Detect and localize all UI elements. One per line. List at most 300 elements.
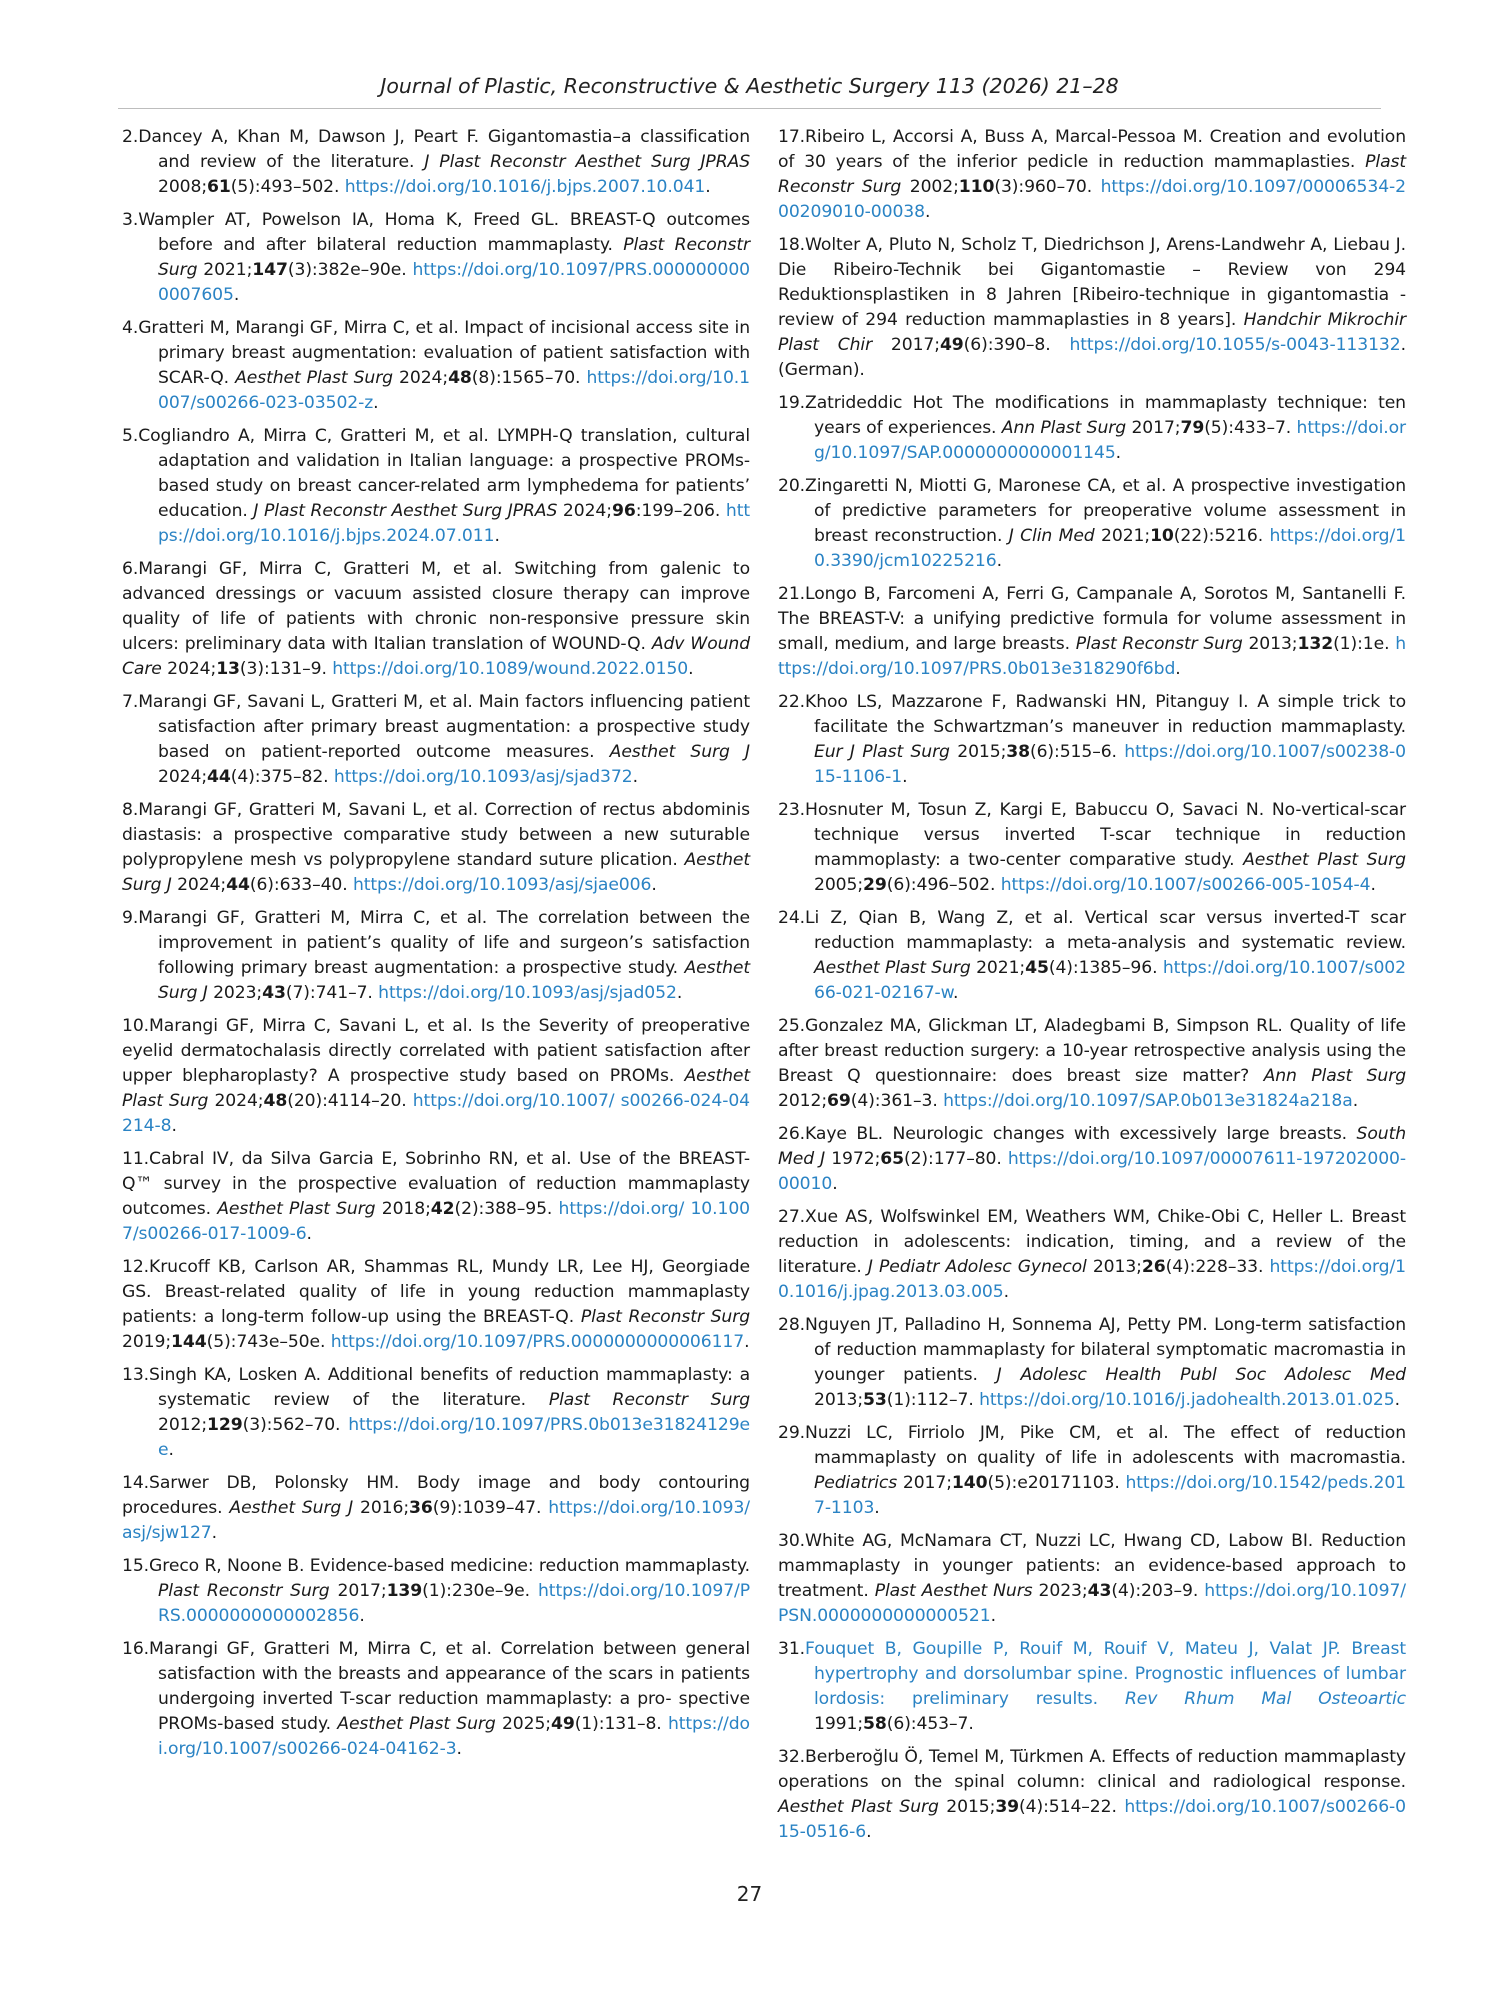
reference-doi-link[interactable]: https://doi.org/10.1097/PRS.0000000000006117 xyxy=(330,1332,745,1352)
reference-volume: 36 xyxy=(409,1498,433,1518)
reference-title: Body image and body contouring procedures. xyxy=(122,1473,750,1518)
reference-journal: J Adolesc Health Publ Soc Adolesc Med xyxy=(996,1365,1406,1385)
reference-tail: . xyxy=(866,1822,872,1842)
reference-number: 10. xyxy=(122,1016,150,1036)
reference-number: 32. xyxy=(778,1747,806,1767)
reference-tail: . xyxy=(373,393,379,413)
reference-year: 2024; xyxy=(208,1091,264,1111)
reference-journal: Pediatrics xyxy=(814,1473,898,1493)
reference-title: Is the Severity of preoperative eyelid dermatochalasis directly correlated with patient satisfaction after upper blepharoplasty? A prospective study based on PROMs. xyxy=(122,1016,750,1086)
reference-authors: Greco R, Noone B. xyxy=(149,1556,310,1576)
reference-authors: Xue AS, Wolfswinkel EM, Weathers WM, Chike-Obi C, Heller L. xyxy=(805,1207,1352,1227)
reference-number: 14. xyxy=(122,1473,150,1493)
reference-item xyxy=(778,1205,1406,1305)
reference-journal: Aesthet Plast Surg xyxy=(235,368,393,388)
reference-tail: . (German). xyxy=(778,335,1406,380)
reference-doi-link[interactable]: https://doi.org/10.1093/asj/sjw127 xyxy=(122,1498,750,1543)
reference-year: 2016; xyxy=(353,1498,410,1518)
reference-year: 2017; xyxy=(897,1473,952,1493)
reference-volume: 144 xyxy=(171,1332,207,1352)
reference-pages: (4):514–22. xyxy=(1019,1797,1125,1817)
reference-volume: 38 xyxy=(1006,742,1030,762)
reference-authors: Marangi GF, Gratteri M, Savani L, et al. xyxy=(138,800,485,820)
reference-tail: . xyxy=(1352,1091,1359,1111)
reference-year: 2021; xyxy=(197,260,253,280)
reference-volume: 44 xyxy=(226,875,250,895)
reference-authors: Marangi GF, Gratteri M, Mirra C, et al. xyxy=(138,908,497,928)
reference-title: The correlation between the improvement in patient’s quality of life and surgeon’s satisfaction following primary breast augmentation: a prospective study. xyxy=(158,908,750,978)
reference-number: 25. xyxy=(778,1016,806,1036)
reference-year: 2005; xyxy=(814,875,864,895)
reference-title: Breast hypertrophy and dorsolumbar spine. Prognostic influences of lumbar lordosis: preliminary results. xyxy=(814,1639,1406,1709)
reference-number: 7. xyxy=(122,692,139,712)
reference-authors: Marangi GF, Mirra C, Gratteri M, et al. xyxy=(138,559,515,579)
reference-pages: (1):1e. xyxy=(1333,634,1396,654)
reference-pages: (6):390–8. xyxy=(963,335,1070,355)
reference-year: 2023; xyxy=(1032,1581,1088,1601)
reference-item xyxy=(778,1745,1406,1845)
reference-volume: 45 xyxy=(1025,958,1049,978)
reference-journal: Aesthet Plast Surg xyxy=(337,1714,496,1734)
reference-doi-link[interactable]: https://doi.org/10.1097/SAP.0b013e31824a218a xyxy=(943,1091,1353,1111)
reference-tail: . xyxy=(990,1606,996,1626)
reference-title: Creation and evolution of 30 years of the inferior pedicle in reduction mammaplasties. xyxy=(778,127,1407,172)
reference-doi-link[interactable]: https://doi.org/10.1016/j.bjps.2007.10.041 xyxy=(344,177,706,197)
reference-journal: Aesthet Surg J xyxy=(229,1498,354,1518)
reference-title: Breast-related quality of life in young reduction mammaplasty patients: a long-term follow-up using the BREAST-Q. xyxy=(122,1282,750,1327)
reference-item xyxy=(122,690,750,790)
reference-pages: (20):4114–20. xyxy=(287,1091,413,1111)
reference-item xyxy=(122,1014,750,1139)
reference-doi-link[interactable]: https://doi.org/10.1097/PSN.0000000000000521 xyxy=(778,1581,1406,1626)
reference-doi-link[interactable]: https://doi.org/10.1089/wound.2022.0150 xyxy=(332,659,689,679)
reference-journal: South Med J xyxy=(778,1124,1406,1169)
reference-number: 18. xyxy=(778,235,806,255)
reference-title: The BREAST-V: a unifying predictive formula for volume assessment in small, medium, and large breasts. xyxy=(778,609,1406,654)
reference-item xyxy=(778,125,1406,225)
reference-doi-link[interactable]: https://doi.org/10.1542/peds.2017-1103 xyxy=(814,1473,1406,1518)
reference-pages: (22):5216. xyxy=(1173,526,1270,546)
reference-journal: J Pediatr Adolesc Gynecol xyxy=(867,1257,1087,1277)
reference-doi-link[interactable]: https://doi.org/10.1007/s00266-021-02167-w xyxy=(814,958,1406,1003)
reference-pages: (9):1039–47. xyxy=(432,1498,549,1518)
reference-year: 2024; xyxy=(392,368,449,388)
reference-volume: 132 xyxy=(1297,634,1334,654)
reference-journal: Aesthet Surg J xyxy=(122,850,750,895)
reference-doi-link[interactable]: https://doi.org/10.1093/asj/sjae006 xyxy=(352,875,652,895)
reference-number: 28. xyxy=(778,1315,806,1335)
reference-journal: Handchir Mikrochir Plast Chir xyxy=(778,310,1406,355)
reference-authors: Berberoğlu Ö, Temel M, Türkmen A. xyxy=(805,1747,1112,1767)
reference-doi-link[interactable]: https://doi.org/10.1055/s-0043-113132 xyxy=(1069,335,1401,355)
reference-journal: J Plast Reconstr Aesthet Surg JPRAS xyxy=(424,152,750,172)
reference-authors: Nuzzi LC, Firriolo JM, Pike CM, et al. xyxy=(805,1423,1184,1443)
reference-journal: Eur J Plast Surg xyxy=(814,742,950,762)
reference-pages: (4):361–3. xyxy=(850,1091,944,1111)
reference-pages: (7):741–7. xyxy=(285,983,379,1003)
reference-authors: Zingaretti N, Miotti G, Maronese CA, et al. xyxy=(805,476,1173,496)
reference-item xyxy=(122,1637,750,1762)
reference-doi-link[interactable]: https://doi.org/10.1097/00007611-197202000-00010 xyxy=(778,1149,1406,1194)
reference-tail: . xyxy=(306,1224,312,1244)
reference-authors: White AG, McNamara CT, Nuzzi LC, Hwang CD, Labow BI. xyxy=(805,1531,1321,1551)
reference-doi-link[interactable]: https://doi.org/10.1007/ s00266-024-04214-8 xyxy=(122,1091,750,1136)
reference-item xyxy=(122,316,750,416)
reference-authors: Cogliandro A, Mirra C, Gratteri M, et al. xyxy=(138,426,497,446)
reference-year: 2002; xyxy=(901,177,959,197)
reference-volume: 39 xyxy=(995,1797,1020,1817)
reference-title: Correlation between general satisfaction with the breasts and appearance of the scars in patients undergoing inverted T-scar reduction mammaplasty: a pro- spective PROMs-based study. xyxy=(158,1639,750,1734)
reference-authors: Kaye BL. xyxy=(805,1124,893,1144)
reference-doi-link[interactable]: https://doi.org/10.1007/s00266-005-1054-4 xyxy=(1000,875,1371,895)
reference-journal: Plast Reconstr Surg xyxy=(548,1390,751,1410)
reference-item xyxy=(778,1014,1406,1114)
reference-authors: Singh KA, Losken A. xyxy=(149,1365,328,1385)
reference-item xyxy=(778,1313,1406,1413)
reference-tail: . xyxy=(744,1332,750,1352)
reference-doi-link[interactable]: https://doi.org/10.1097/PRS.0b013e318290f6bd xyxy=(778,634,1406,679)
reference-volume: 43 xyxy=(1087,1581,1112,1601)
reference-authors: Marangi GF, Savani L, Gratteri M, et al. xyxy=(138,692,479,712)
reference-title: Switching from galenic to advanced dressings or vacuum assisted closure therapy can improve quality of life of patients with chronic non-responsive pressure skin ulcers: preliminary data with Italian translation of WOUND-Q. xyxy=(122,559,750,654)
reference-journal: Aesthet Plast Surg xyxy=(814,958,971,978)
reference-pages: :199–206. xyxy=(635,501,726,521)
reference-doi-link[interactable]: https://doi.org/10.1007/s00266-024-04162-3 xyxy=(158,1714,750,1759)
reference-journal: Aesthet Surg J xyxy=(609,742,750,762)
reference-pages: (5):493–502. xyxy=(230,177,345,197)
reference-number: 27. xyxy=(778,1207,806,1227)
references-column-left xyxy=(122,125,750,1770)
reference-authors: Li Z, Qian B, Wang Z, et al. xyxy=(805,908,1085,928)
reference-item xyxy=(122,208,750,308)
reference-year: 2017; xyxy=(872,335,940,355)
reference-authors: Sarwer DB, Polonsky HM. xyxy=(149,1473,418,1493)
reference-item xyxy=(122,424,750,549)
reference-pages: (3):382e–90e. xyxy=(287,260,413,280)
reference-title: Use of the BREAST- Q™ survey in the prospective evaluation of reduction mammaplasty outcomes. xyxy=(122,1149,751,1219)
reference-number: 29. xyxy=(778,1423,806,1443)
reference-volume: 129 xyxy=(207,1415,243,1435)
reference-journal: Plast Reconstr Surg xyxy=(158,1581,330,1601)
reference-year: 2021; xyxy=(1094,526,1151,546)
reference-title: Effects of reduction mammaplasty operations on the spinal column: clinical and radiological response. xyxy=(778,1747,1406,1792)
reference-title: Impact of incisional access site in primary breast augmentation: evaluation of patient satisfaction with SCAR-Q. xyxy=(158,318,750,388)
reference-year: 2025; xyxy=(495,1714,551,1734)
reference-journal: Ann Plast Surg xyxy=(1001,418,1127,438)
reference-item xyxy=(122,1147,750,1247)
reference-number: 17. xyxy=(778,127,806,147)
reference-pages: (8):1565–70. xyxy=(471,368,587,388)
reference-item xyxy=(122,1363,750,1463)
reference-volume: 29 xyxy=(863,875,887,895)
reference-tail: . xyxy=(632,767,638,787)
reference-year: 2017; xyxy=(1126,418,1181,438)
reference-volume: 49 xyxy=(939,335,964,355)
reference-journal: J Plast Reconstr Aesthet Surg JPRAS xyxy=(253,501,558,521)
reference-volume: 49 xyxy=(550,1714,575,1734)
reference-authors: Krucoff KB, Carlson AR, Shammas RL, Mundy LR, Lee HJ, Georgiade GS. xyxy=(122,1257,750,1302)
reference-year: 2023; xyxy=(207,983,263,1003)
reference-item xyxy=(122,1554,750,1629)
reference-doi-link[interactable]: https://doi.org/ 10.1007/s00266-017-1009-6 xyxy=(122,1199,750,1244)
reference-pages: (5):743e–50e. xyxy=(206,1332,331,1352)
reference-journal: Aesthet Plast Surg xyxy=(1243,850,1406,870)
reference-year: 2024; xyxy=(161,659,217,679)
reference-volume: 10 xyxy=(1150,526,1174,546)
reference-tail: . xyxy=(968,1714,974,1734)
reference-authors: Nguyen JT, Palladino H, Sonnema AJ, Petty PM. xyxy=(805,1315,1215,1335)
reference-journal: J Clin Med xyxy=(1008,526,1095,546)
reference-tail: . xyxy=(953,983,959,1003)
reference-tail: . xyxy=(705,177,711,197)
reference-year: 2021; xyxy=(970,958,1026,978)
reference-year: 2024; xyxy=(557,501,612,521)
reference-doi-link[interactable]: https://doi.org/10.1007/s00266-015-0516-6 xyxy=(778,1797,1406,1842)
reference-pages: (5):e20171103. xyxy=(987,1473,1126,1493)
reference-year: 2013; xyxy=(814,1390,864,1410)
reference-volume: 48 xyxy=(448,368,472,388)
reference-number: 11. xyxy=(122,1149,150,1169)
reference-title: Additional benefits of reduction mammaplasty: a systematic review of the literature. xyxy=(158,1365,750,1410)
reference-journal: Aesthet Plast Surg xyxy=(217,1199,376,1219)
reference-number: 4. xyxy=(122,318,139,338)
reference-volume: 26 xyxy=(1141,1257,1166,1277)
reference-item xyxy=(778,1637,1406,1737)
reference-pages: (1):131–8. xyxy=(574,1714,668,1734)
reference-doi-link[interactable]: https://doi.org/10.3390/jcm10225216 xyxy=(814,526,1406,571)
reference-journal: Plast Reconstr Surg xyxy=(778,152,1406,197)
reference-volume: 79 xyxy=(1180,418,1205,438)
reference-item xyxy=(122,125,750,200)
reference-pages: (3):562–70. xyxy=(242,1415,349,1435)
reference-year: 1991; xyxy=(814,1714,864,1734)
reference-item xyxy=(778,582,1406,682)
reference-volume: 58 xyxy=(863,1714,887,1734)
reference-volume: 110 xyxy=(958,177,995,197)
reference-authors: Gratteri M, Marangi GF, Mirra C, et al. xyxy=(138,318,465,338)
reference-item xyxy=(122,798,750,898)
reference-year: 2015; xyxy=(949,742,1007,762)
reference-year: 2008; xyxy=(158,177,208,197)
reference-number: 19. xyxy=(778,393,806,413)
reference-title: Correction of rectus abdominis diastasis: a prospective comparative study between a new suturable polypropylene mesh vs polypropylene standard suture plication. xyxy=(122,800,751,870)
reference-journal: Aesthet Plast Surg xyxy=(778,1797,939,1817)
reference-number: 20. xyxy=(778,476,806,496)
reference-title: Main factors influencing patient satisfaction after primary breast augmentation: a prospective study based on patient-reported outcome measures. xyxy=(158,692,750,762)
reference-title: Long-term satisfaction of reduction mammaplasty for bilateral symptomatic macromastia in younger patients. xyxy=(814,1315,1406,1385)
reference-number: 6. xyxy=(122,559,139,579)
reference-title: Reduction mammaplasty in younger patients: an evidence-based approach to treatment. xyxy=(778,1531,1406,1601)
reference-title: A simple trick to facilitate the Schwartzman’s maneuver in reduction mammaplasty. xyxy=(814,692,1406,737)
reference-doi-link[interactable]: https://doi.org/10.1097/00006534-200209010-00038 xyxy=(778,177,1406,222)
reference-title: The effect of reduction mammaplasty on quality of life in adolescents with macromastia. xyxy=(814,1423,1406,1468)
reference-volume: 42 xyxy=(430,1199,455,1219)
reference-authors: Marangi GF, Mirra C, Savani L, et al. xyxy=(149,1016,481,1036)
reference-volume: 48 xyxy=(263,1091,288,1111)
page-number: 27 xyxy=(736,1882,763,1906)
reference-item xyxy=(778,233,1406,383)
reference-item xyxy=(778,690,1406,790)
reference-tail: . xyxy=(168,1440,174,1460)
reference-tail: . xyxy=(688,659,694,679)
reference-authors: Cabral IV, da Silva Garcia E, Sobrinho RN, et al. xyxy=(149,1149,580,1169)
reference-pages: (4):375–82. xyxy=(230,767,334,787)
reference-number: 12. xyxy=(122,1257,150,1277)
reference-tail: . xyxy=(494,526,500,546)
reference-authors: Khoo LS, Mazzarone F, Radwanski HN, Pitanguy I. xyxy=(805,692,1258,712)
reference-title: Neurologic changes with excessively large breasts. xyxy=(892,1124,1357,1144)
reference-journal: Plast Reconstr Surg xyxy=(158,235,750,280)
reference-volume: 139 xyxy=(386,1581,423,1601)
reference-item xyxy=(122,557,750,682)
reference-tail: . xyxy=(874,1498,880,1518)
reference-doi-link[interactable]: https://doi.org/10.1093/asj/sjad052 xyxy=(378,983,677,1003)
reference-doi-link[interactable]: https://doi.org/10.1097/PRS.0b013e31824129ee xyxy=(158,1415,750,1460)
reference-journal: Adv Wound Care xyxy=(122,634,751,679)
reference-authors: Wampler AT, Powelson IA, Homa K, Freed GL. xyxy=(138,210,570,230)
reference-item xyxy=(122,1255,750,1355)
reference-tail: . xyxy=(924,202,931,222)
reference-volume: 147 xyxy=(252,260,288,280)
reference-tail: . xyxy=(211,1523,218,1543)
header-divider xyxy=(118,108,1381,109)
reference-doi-link[interactable]: https://doi.org/10.1016/j.jpag.2013.03.005 xyxy=(778,1257,1407,1302)
reference-authors: Gonzalez MA, Glickman LT, Aladegbami B, Simpson RL. xyxy=(805,1016,1290,1036)
reference-number: 31. xyxy=(778,1639,806,1659)
reference-authors: Longo B, Farcomeni A, Ferri G, Campanale A, Sorotos M, Santanelli F. xyxy=(805,584,1406,604)
reference-pages: (3):960–70. xyxy=(994,177,1101,197)
reference-authors: Hosnuter M, Tosun Z, Kargi E, Babuccu O, Savaci N. xyxy=(805,800,1272,820)
reference-title: BREAST-Q outcomes before and after bilateral reduction mammaplasty. xyxy=(158,210,750,255)
reference-tail: . xyxy=(832,1174,838,1194)
reference-authors: Zatrideddic Hot xyxy=(805,393,953,413)
reference-year: 2019; xyxy=(122,1332,172,1352)
reference-year: 2012; xyxy=(158,1415,208,1435)
reference-tail: . xyxy=(1370,875,1376,895)
reference-doi-link[interactable]: https://doi.org/10.1097/PRS.0000000000007605 xyxy=(158,260,750,305)
reference-year: 2018; xyxy=(375,1199,431,1219)
reference-authors: Dancey A, Khan M, Dawson J, Peart F. xyxy=(138,127,488,147)
reference-number: 21. xyxy=(778,584,806,604)
reference-number: 5. xyxy=(122,426,139,446)
reference-pages: (1):230e–9e. xyxy=(422,1581,539,1601)
reference-title: Breast reduction in adolescents: indication, timing, and a review of the literature. xyxy=(778,1207,1406,1277)
journal-header: Journal of Plastic, Reconstructive & Aesthetic Surgery 113 (2026) 21–28 xyxy=(380,74,1119,98)
reference-title: No-vertical-scar technique versus inverted T-scar technique in reduction mammoplasty: a two-center comparative study. xyxy=(814,800,1406,870)
reference-pages: (6):453–7 xyxy=(886,1714,969,1734)
references-column-right xyxy=(778,125,1406,1853)
reference-doi-link[interactable]: https://doi.org/10.1016/j.bjps.2024.07.011 xyxy=(158,501,750,546)
reference-authors: Ribeiro L, Accorsi A, Buss A, Marcal-Pessoa M. xyxy=(805,127,1210,147)
reference-item xyxy=(778,391,1406,466)
reference-pages: (3):131–9. xyxy=(239,659,333,679)
reference-volume: 65 xyxy=(880,1149,904,1169)
reference-doi-link[interactable]: https://doi.org/10.1016/j.jadohealth.2013.01.025 xyxy=(979,1390,1395,1410)
reference-journal: Aesthet Plast Surg xyxy=(122,1066,750,1111)
reference-number: 2. xyxy=(122,127,139,147)
reference-authors: Wolter A, Pluto N, Scholz T, Diedrichson J, Arens-Landwehr A, Liebau J. xyxy=(805,235,1406,255)
reference-number: 13. xyxy=(122,1365,150,1385)
reference-title: The modifications in mammaplasty technique: ten years of experiences. xyxy=(814,393,1406,438)
reference-volume: 43 xyxy=(262,983,286,1003)
reference-tail: . xyxy=(359,1606,365,1626)
reference-pages: (6):515–6. xyxy=(1029,742,1125,762)
reference-number: 9. xyxy=(122,908,139,928)
reference-journal: Rev Rhum Mal Osteoartic xyxy=(1124,1689,1406,1709)
reference-pages: (2):388–95. xyxy=(454,1199,559,1219)
reference-doi-link[interactable]: https://doi.org/10.1007/s00238-015-1106-1 xyxy=(814,742,1406,787)
reference-year: 2024; xyxy=(171,875,227,895)
reference-tail: . xyxy=(171,1116,177,1136)
reference-doi-link[interactable]: https://doi.org/10.1097/PRS.0000000000002856 xyxy=(158,1581,750,1626)
reference-number: 26. xyxy=(778,1124,806,1144)
reference-tail: . xyxy=(233,285,240,305)
reference-doi-link[interactable]: https://doi.org/10.1007/s00266-023-03502-z xyxy=(158,368,750,413)
reference-volume: 44 xyxy=(207,767,231,787)
reference-volume: 96 xyxy=(611,501,636,521)
reference-item xyxy=(778,906,1406,1006)
reference-number: 8. xyxy=(122,800,139,820)
reference-item xyxy=(778,798,1406,898)
reference-year: 2013; xyxy=(1242,634,1298,654)
reference-item xyxy=(778,1122,1406,1197)
reference-tail: . xyxy=(456,1739,462,1759)
reference-pages: (4):228–33. xyxy=(1165,1257,1270,1277)
reference-item xyxy=(122,1471,750,1546)
reference-journal: Plast Aesthet Nurs xyxy=(874,1581,1033,1601)
reference-tail: . xyxy=(1003,1282,1009,1302)
reference-year: 2015; xyxy=(938,1797,996,1817)
reference-year: 2013; xyxy=(1086,1257,1142,1277)
reference-pages: (6):496–502. xyxy=(886,875,1001,895)
reference-tail: . xyxy=(902,767,908,787)
reference-item xyxy=(778,1421,1406,1521)
reference-volume: 13 xyxy=(216,659,240,679)
reference-doi-link[interactable]: https://doi.org/10.1097/SAP.0000000000001145 xyxy=(814,418,1406,463)
reference-year: 1972; xyxy=(825,1149,881,1169)
reference-pages: (4):1385–96. xyxy=(1048,958,1163,978)
reference-journal: Ann Plast Surg xyxy=(1263,1066,1406,1086)
reference-item xyxy=(778,474,1406,574)
reference-number: 23. xyxy=(778,800,806,820)
reference-title: Die Ribeiro-Technik bei Gigantomastie – Review von 294 Reduktionsplastiken in 8 Jahren [Ribeiro-technique in gigantomastia - review of 294 reduction mammaplasties in 8 years]. xyxy=(778,260,1406,330)
reference-item xyxy=(778,1529,1406,1629)
reference-pages: (4):203–9. xyxy=(1111,1581,1205,1601)
reference-year: 2024; xyxy=(158,767,208,787)
reference-title: Vertical scar versus inverted-T scar reduction mammaplasty: a meta-analysis and systematic review. xyxy=(814,908,1406,953)
reference-pages: (1):112–7. xyxy=(886,1390,980,1410)
reference-pages: (6):633–40. xyxy=(249,875,353,895)
reference-number: 15. xyxy=(122,1556,150,1576)
reference-volume: 53 xyxy=(863,1390,887,1410)
reference-journal: Plast Reconstr Surg xyxy=(580,1307,751,1327)
reference-tail: . xyxy=(996,551,1002,571)
reference-volume: 61 xyxy=(207,177,231,197)
reference-number: 3. xyxy=(122,210,139,230)
reference-item xyxy=(122,906,750,1006)
reference-title: Evidence-based medicine: reduction mammaplasty. xyxy=(309,1556,750,1576)
reference-authors: Fouquet B, Goupille P, Rouif M, Rouif V, Mateu J, Valat JP. xyxy=(805,1639,1352,1659)
reference-title: Quality of life after breast reduction surgery: a 10-year retrospective analysis using the Breast Q questionnaire: does breast size matter? xyxy=(778,1016,1406,1086)
reference-tail: . xyxy=(651,875,657,895)
reference-number: 24. xyxy=(778,908,806,928)
reference-doi-link[interactable]: https://doi.org/10.1093/asj/sjad372 xyxy=(333,767,633,787)
reference-year: 2012; xyxy=(778,1091,828,1111)
reference-journal: Aesthet Surg J xyxy=(158,958,750,1003)
reference-tail: . xyxy=(676,983,683,1003)
reference-title: Gigantomastia–a classification and review of the literature. xyxy=(158,127,750,172)
reference-volume: 140 xyxy=(951,1473,988,1493)
